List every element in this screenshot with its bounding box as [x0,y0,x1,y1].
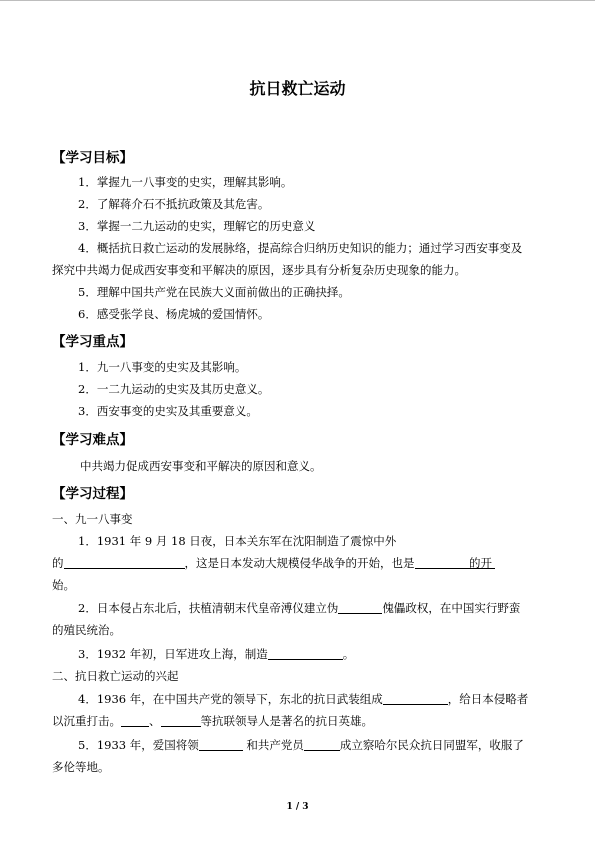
question-2-text-b: 傀儡政权，在中国实行野蛮 [382,601,521,615]
heading-learning-goals: 【学习目标】 [52,150,133,166]
question-1-text-d: 始。 [52,578,75,592]
question-5-text-d: 多伦等地。 [52,760,110,774]
question-4-line-2 [52,710,544,732]
answer-blank-4a[interactable] [383,691,448,705]
answer-blank-2[interactable] [338,600,382,614]
question-4-text-c: 以沉重打击。 [52,714,121,728]
heading-learning-process: 【学习过程】 [52,486,133,502]
question-3-line [52,643,570,665]
question-5-text-c: 成立察哈尔民众抗日同盟军，收服了 [339,738,524,752]
section-1-title: 一、九一八事变 [52,512,133,526]
key-point-2: 2．一二九运动的史实及其历史意义。 [78,382,270,396]
question-5-text-a: 5．1933 年，爱国将领 [78,738,199,752]
section-2-title: 二、抗日救亡运动的兴起 [52,669,179,683]
heading-key-points: 【学习重点】 [52,334,133,350]
question-4-text-b: ，给日本侵略者 [447,692,529,706]
answer-blank-4c[interactable] [161,713,201,727]
heading-difficult-points: 【学习难点】 [52,432,133,448]
question-2-line-1 [52,597,570,619]
answer-blank-4b[interactable] [121,713,149,727]
goal-item-4: 4．概括抗日救亡运动的发展脉络，提高综合归纳历史知识的能力；通过学习西安事变及 [78,241,523,255]
answer-blank-3[interactable] [268,646,343,660]
question-2-text-a: 2．日本侵占东北后，扶植清朝末代皇帝溥仪建立伪 [78,601,339,615]
key-point-3: 3．西安事变的史实及其重要意义。 [78,404,258,418]
answer-blank-5a[interactable] [199,737,243,751]
question-1-text-a: 的 [52,556,64,570]
key-point-1: 1．九一八事变的史实及其影响。 [78,360,247,374]
question-4-text-d: 、 [149,714,161,728]
page-number: 1 / 3 [286,802,309,812]
answer-blank-5b[interactable] [304,737,340,751]
goal-item-1: 1．掌握九一八事变的史实，理解其影响。 [78,175,293,189]
question-5-line-1 [52,734,570,756]
question-1-text-c: 的开 [469,556,492,570]
goal-item-6: 6．感受张学良、杨虎城的爱国情怀。 [78,307,270,321]
question-3-text-a: 3．1932 年初，日军进攻上海，制造 [78,647,268,661]
difficult-point: 中共竭力促成西安事变和平解决的原因和意义。 [80,459,322,473]
question-2-text-c: 的殖民统治。 [52,623,121,637]
answer-blank-1a[interactable] [64,555,185,569]
goal-item-3: 3．掌握一二九运动的史实，理解它的历史意义 [78,219,316,233]
goal-item-5: 5．理解中国共产党在民族大义面前做出的正确抉择。 [78,285,350,299]
goal-item-4-cont: 探究中共竭力促成西安事变和平解决的原因，逐步具有分析复杂历史现象的能力。 [52,263,466,277]
question-4-text-a: 4．1936 年，在中国共产党的领导下，东北的抗日武装组成 [78,692,383,706]
question-4-line-1 [52,688,570,710]
question-1-line-1: 1．1931 年 9 月 18 日夜，日本关东军在沈阳制造了震惊中外 [78,534,397,548]
question-5-text-b: 和共产党员 [246,738,304,752]
question-3-text-b: 。 [342,647,355,661]
question-1-line-2 [52,552,544,574]
page-top-border [0,0,595,1]
question-1-text-b: ，这是日本发动大规模侵华战争的开始，也是 [184,556,415,570]
page-title: 抗日救亡运动 [249,79,346,98]
goal-item-2: 2．了解蒋介石不抵抗政策及其危害。 [78,197,270,211]
question-4-text-e: 等抗联领导人是著名的抗日英雄。 [200,714,373,728]
